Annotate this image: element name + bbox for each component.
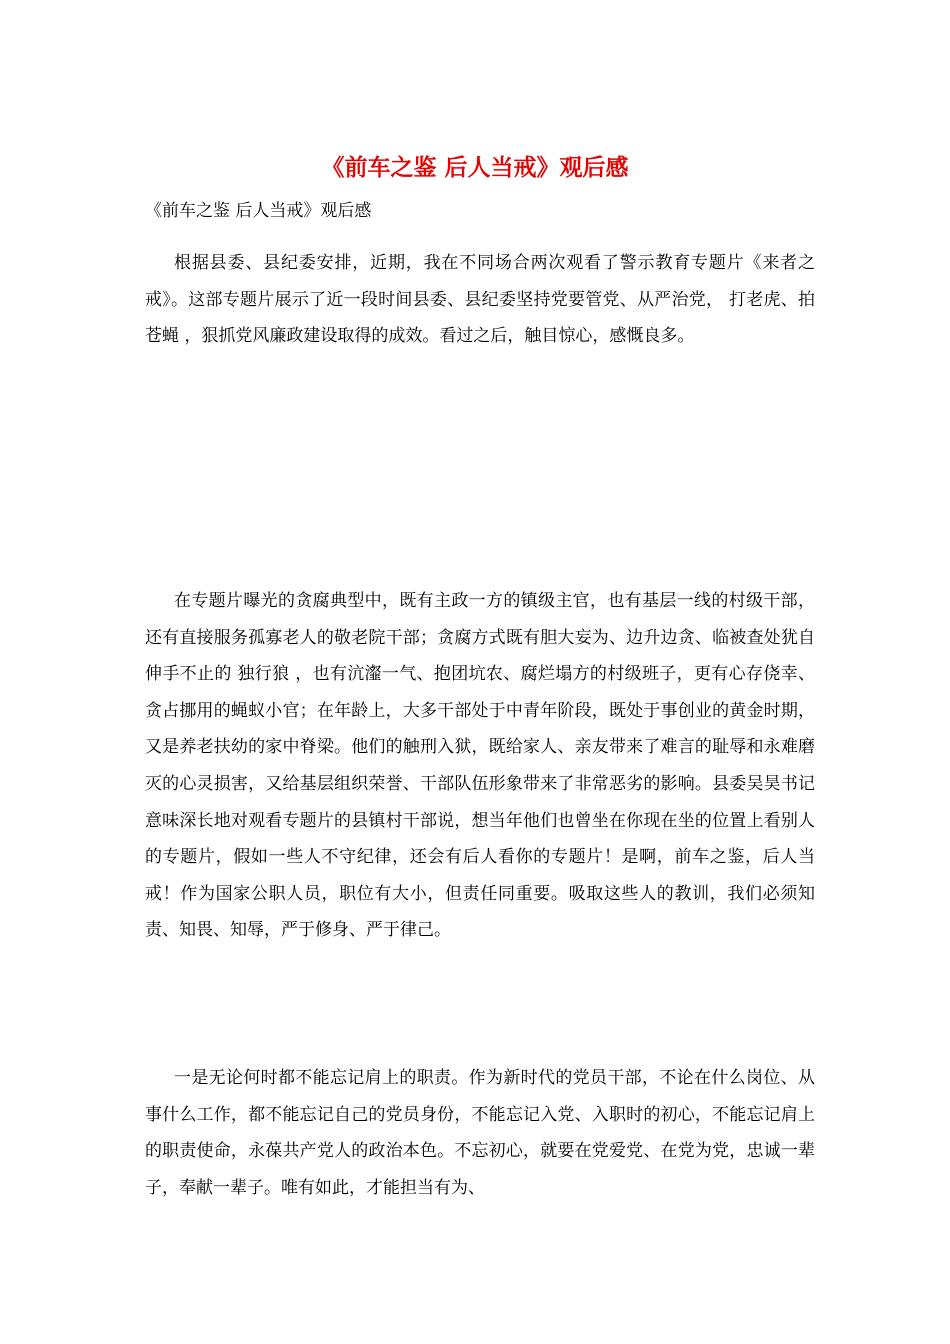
document-subtitle: 《前车之鉴 后人当戒》观后感 — [145, 201, 372, 221]
paragraph-cases: 在专题片曝光的贪腐典型中，既有主政一方的镇级主官，也有基层一线的村级干部，还有直接服务孤寡老人的敬老院干部；贪腐方式既有胆大妄为、边升边贪、临被查处犹自伸手不止的 独行狼 ，也有沆瀣一气、抱团坑农、腐烂塌方的村级班子，更有心存侥幸、贪占挪用的蝇蚁小官；在年龄上，大多干部处于中青年阶段，既处于事创业的黄金时期，又是养老扶幼的家中脊梁。他们的触刑入狱，既给家人、亲友带来了难言的耻辱和永难磨灭的心灵损害，又给基层组织荣誉、干部队伍形象带来了非常恶劣的影响。县委吴昊书记意味深长地对观看专题片的县镇村干部说，想当年他们也曾坐在你现在坐的位置上看别人的专题片，假如一些人不守纪律，还会有后人看你的专题片！是啊，前车之鉴，后人当戒！作为国家公职人员，职位有大小，但责任同重要。吸取这些人的教训，我们必须知责、知畏、知辱，严于修身、严于律己。 — [145, 591, 815, 941]
paragraph-intro: 根据县委、县纪委安排，近期，我在不同场合两次观看了警示教育专题片《来者之戒》。这部专题片展示了近一段时间县委、县纪委坚持党要管党、从严治党， 打老虎、拍苍蝇 ，狠抓党风廉政建设取得的成效。看过之后，触目惊心，感慨良多。 — [145, 253, 815, 347]
document-title: 《前车之鉴 后人当戒》观后感 — [321, 154, 629, 181]
paragraph-point-one: 一是无论何时都不能忘记肩上的职责。作为新时代的党员干部，不论在什么岗位、从事什么工作，都不能忘记自己的党员身份，不能忘记入党、入职时的初心，不能忘记肩上的职责使命，永葆共产党人的政治本色。不忘初心，就要在党爱党、在党为党，忠诚一辈子，奉献一辈子。唯有如此，才能担当有为、 — [145, 1068, 815, 1198]
